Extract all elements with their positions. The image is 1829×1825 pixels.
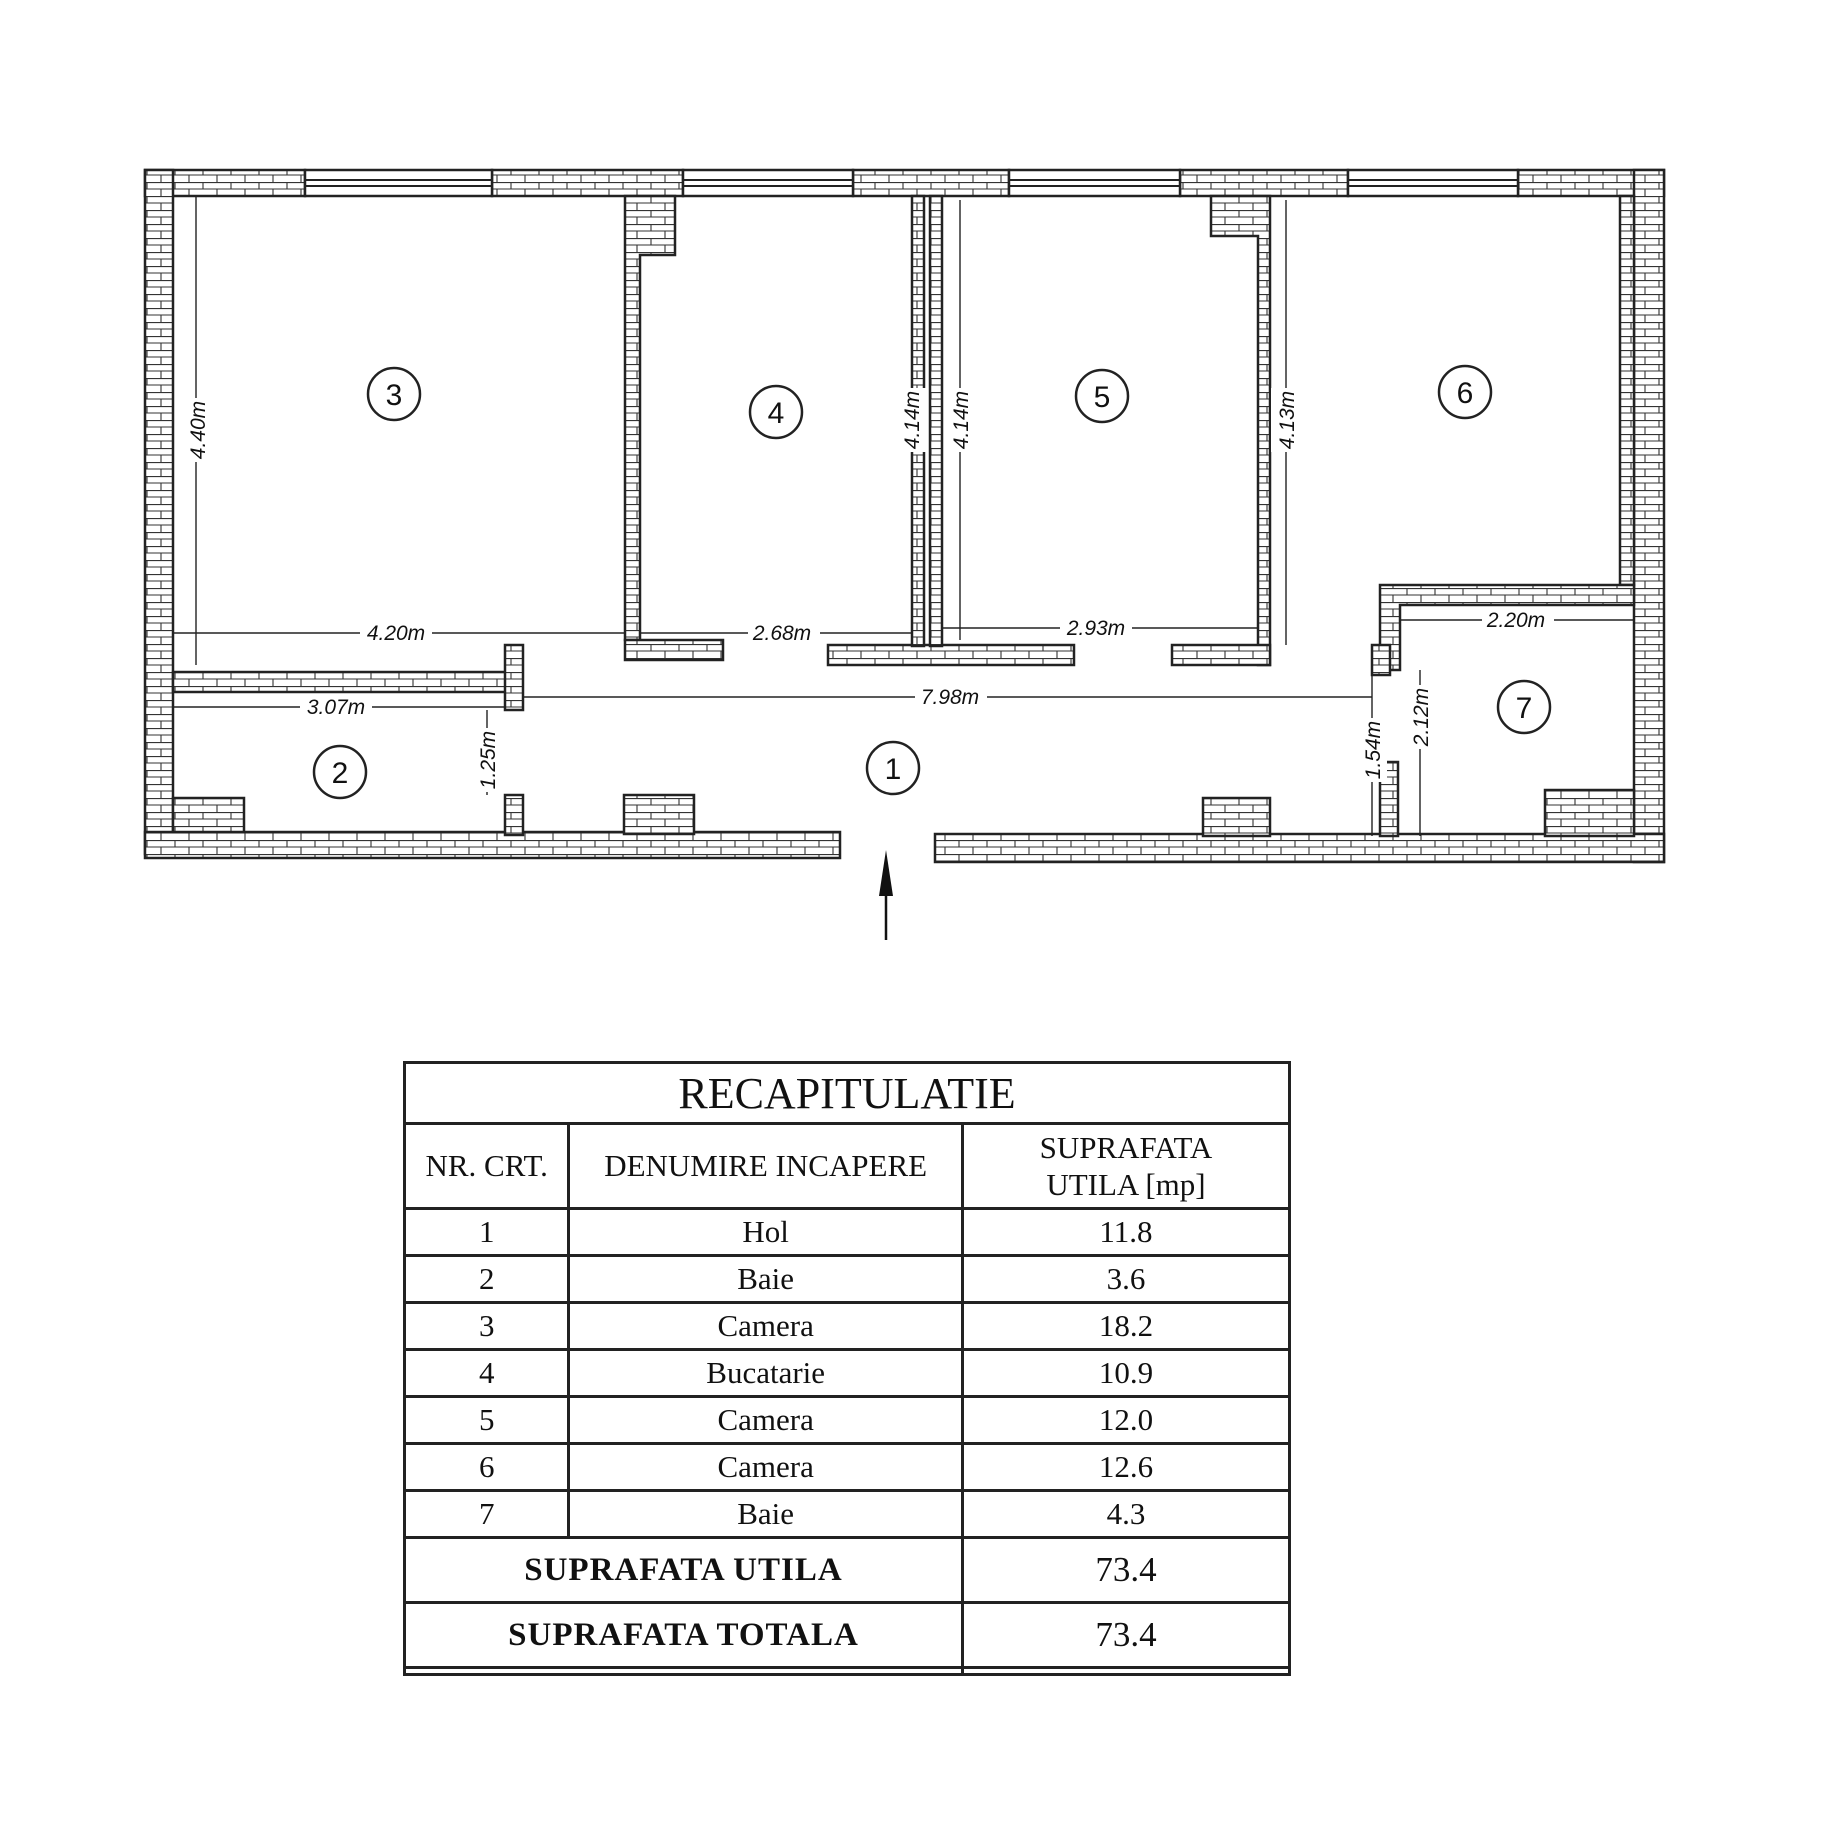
table-row — [405, 1491, 1290, 1538]
wall-bottom-jog-1 — [173, 798, 244, 832]
row-nr: 2 — [405, 1256, 569, 1303]
wall-bottom-left — [145, 832, 840, 858]
row-area: 12.0 — [962, 1397, 1289, 1444]
table-row — [405, 1444, 1290, 1491]
wall-room4-room5-b — [930, 196, 942, 646]
row-area: 4.3 — [962, 1491, 1289, 1538]
table-row — [405, 1256, 1290, 1303]
row-name: Camera — [569, 1444, 963, 1491]
header-name: DENUMIRE INCAPERE — [569, 1124, 963, 1209]
wall-room2-stub-bottom — [505, 795, 523, 835]
table-row — [405, 1209, 1290, 1256]
table-tail-right — [962, 1668, 1289, 1675]
total-utila-label: SUPRAFATA UTILA — [405, 1538, 963, 1603]
row-area: 18.2 — [962, 1303, 1289, 1350]
wall-room3-room4 — [625, 196, 675, 640]
entrance-arrow — [879, 850, 893, 940]
table-tail-row — [405, 1668, 1290, 1675]
dim-room6-height: 4.13m — [1276, 390, 1299, 450]
room-number-7: 7 — [1515, 692, 1533, 725]
row-area: 12.6 — [962, 1444, 1289, 1491]
dimension-labels — [180, 388, 1554, 792]
window-room5 — [1009, 170, 1180, 196]
summary-table — [403, 1061, 1291, 1676]
window-room4 — [683, 170, 853, 196]
header-area-line2: UTILA [mp] — [1046, 1167, 1206, 1202]
wall-room3-south — [173, 672, 515, 692]
wall-room2-stub-top — [505, 645, 523, 710]
row-name: Hol — [569, 1209, 963, 1256]
row-name: Bucatarie — [569, 1350, 963, 1397]
row-nr: 7 — [405, 1491, 569, 1538]
row-nr: 3 — [405, 1303, 569, 1350]
wall-room4-south-left — [625, 640, 723, 660]
table-row — [405, 1397, 1290, 1444]
total-utila-row — [405, 1538, 1290, 1603]
table-header-row — [405, 1124, 1290, 1209]
room-number-4: 4 — [767, 397, 785, 430]
room-number-2: 2 — [331, 757, 349, 790]
row-nr: 5 — [405, 1397, 569, 1444]
dim-room7-width: 2.20m — [1486, 609, 1546, 632]
table-title-row — [405, 1063, 1290, 1124]
total-totala-row — [405, 1603, 1290, 1668]
room-number-3: 3 — [385, 379, 403, 412]
row-name: Camera — [569, 1397, 963, 1444]
table-tail-left — [405, 1668, 963, 1675]
total-totala-value: 73.4 — [962, 1603, 1289, 1668]
wall-top-2 — [492, 170, 683, 196]
row-nr: 6 — [405, 1444, 569, 1491]
header-area — [962, 1124, 1289, 1209]
row-name: Baie — [569, 1491, 963, 1538]
dim-hall-width: 1.54m — [1362, 720, 1385, 780]
wall-room5-room6 — [1211, 196, 1270, 665]
wall-room7-stub-top — [1372, 645, 1390, 675]
row-name: Camera — [569, 1303, 963, 1350]
row-name: Baie — [569, 1256, 963, 1303]
dim-room5-height: 4.14m — [950, 390, 973, 450]
dim-room3-width: 4.20m — [366, 622, 426, 645]
room-number-6: 6 — [1456, 377, 1474, 410]
row-nr: 1 — [405, 1209, 569, 1256]
room-number-5: 5 — [1093, 381, 1111, 414]
header-area-line1: SUPRAFATA — [1039, 1129, 1213, 1165]
dim-room4-height: 4.14m — [901, 390, 924, 450]
window-room6 — [1348, 170, 1518, 196]
total-totala-label: SUPRAFATA TOTALA — [405, 1603, 963, 1668]
wall-room6-east-notch — [1620, 196, 1634, 585]
room-number-1: 1 — [884, 753, 902, 786]
wall-room5-south — [1172, 645, 1270, 665]
wall-bottom-jog-4 — [1545, 790, 1634, 836]
table-title: RECAPITULATIE — [405, 1063, 1290, 1124]
window-room3 — [305, 170, 492, 196]
dim-room3-height: 4.40m — [187, 400, 210, 460]
dim-room4-width: 2.68m — [752, 622, 812, 645]
dim-hall-length: 7.98m — [920, 686, 980, 709]
dim-room7-height: 2.12m — [1410, 687, 1433, 747]
wall-bottom-jog-2 — [624, 795, 694, 834]
dim-room2-width: 3.07m — [306, 696, 366, 719]
header-nr: NR. CRT. — [405, 1124, 569, 1209]
table-row — [405, 1350, 1290, 1397]
row-nr: 4 — [405, 1350, 569, 1397]
total-utila-value: 73.4 — [962, 1538, 1289, 1603]
dim-room2-height: 1.25m — [477, 730, 500, 790]
wall-bottom-right — [935, 834, 1664, 862]
wall-left — [145, 170, 173, 854]
row-area: 3.6 — [962, 1256, 1289, 1303]
wall-top-4 — [1180, 170, 1348, 196]
table-row — [405, 1303, 1290, 1350]
wall-top-3 — [853, 170, 1009, 196]
row-area: 10.9 — [962, 1350, 1289, 1397]
wall-right — [1634, 170, 1664, 862]
row-area: 11.8 — [962, 1209, 1289, 1256]
wall-bottom-jog-3 — [1203, 798, 1270, 836]
dim-room5-width: 2.93m — [1066, 617, 1126, 640]
wall-room4-south-right — [828, 645, 1074, 665]
